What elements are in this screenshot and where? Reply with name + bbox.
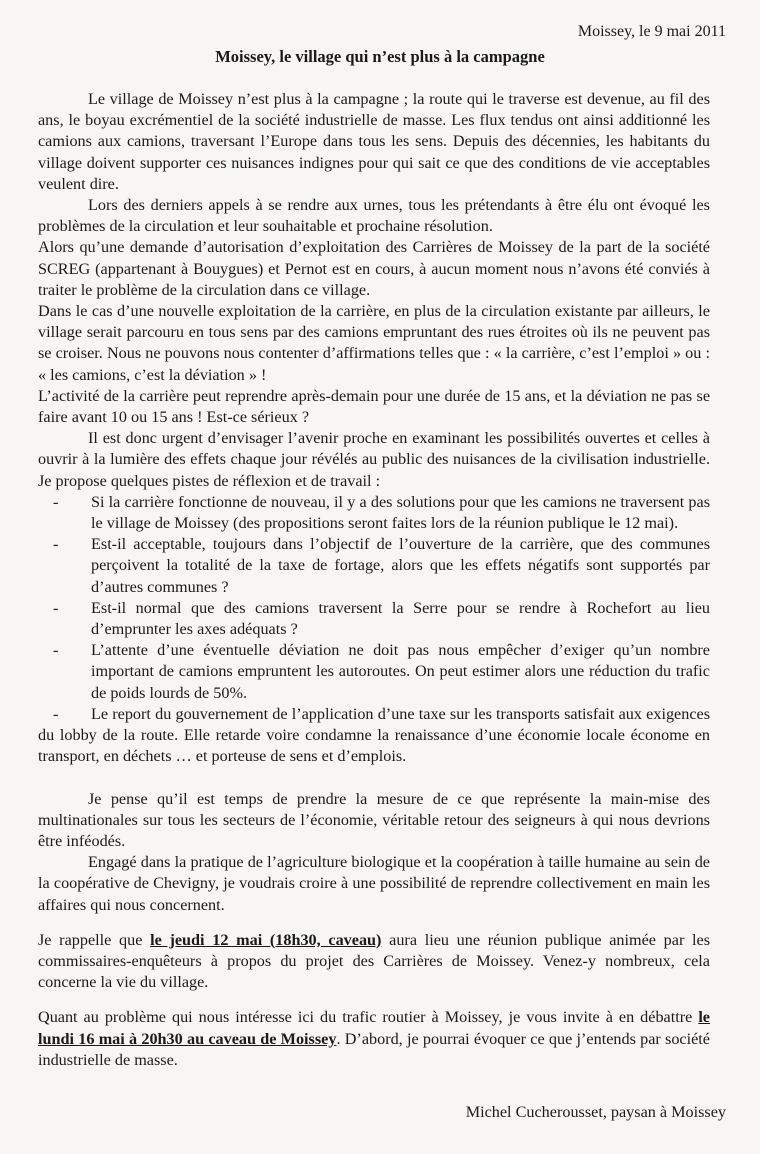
paragraph-multinationals: Je pense qu’il est temps de prendre la mesure de ce que représente la main-mise des multinationales sur tous les secteurs de l’économie, véritable retour des seigneurs à qui nous devrions être inféodés.	[38, 789, 710, 850]
paragraph-meeting: Je rappelle que le jeudi 12 mai (18h30, caveau) aura lieu une réunion publique animée par les commissaires-enquêteurs à propos du projet des Carrières de Moissey. Venez-y nombreux, cela concerne la vie du village.	[38, 930, 711, 992]
list-item: Est-il normal que des camions traversent la Serre pour se rendre à Rochefort au lieu d’emprunter les axes adéquats ?	[91, 598, 710, 639]
list-item: L’attente d’une éventuelle déviation ne doit pas nous empêcher d’exiger qu’un nombre important de camions empruntent les autoroutes. On peut estimer alors une réduction du trafic de poids lourds de 50%.	[91, 641, 710, 702]
proposal-list	[38, 492, 710, 768]
list-item: Est-il acceptable, toujours dans l’objectif de l’ouverture de la carrière, que des communes perçoivent la totalité de la taxe de fortage, alors que les effets négatifs sont supportés par d’autres communes ?	[91, 535, 710, 596]
debate-date: le lundi 16 mai à 20h30 au caveau de Moissey	[38, 1008, 710, 1048]
meeting-date: le jeudi 12 mai (18h30, caveau)	[150, 930, 382, 949]
paragraph-debate: Quant au problème qui nous intéresse ici du trafic routier à Moissey, je vous invite à en débattre le lundi 16 mai à 20h30 au caveau de Moissey. D’abord, je pourrai évoquer ce que j’entends par société industrielle de masse.	[38, 1008, 710, 1069]
paragraph-new-exploitation: Dans le cas d’une nouvelle exploitation de la carrière, en plus de la circulation existante par ailleurs, le village serait parcouru en tous sens par des camions empruntant des rues étroites où ils ne peuvent pas se croiser. Nous ne pouvons nous contenter d’affirmations telles que : « la carrière, c’est l’emploi » ou : « les camions, c’est la déviation » !	[38, 302, 710, 384]
paragraph-agriculture: Engagé dans la pratique de l’agriculture biologique et la coopération à taille humaine au sein de la coopérative de Chevigny, je voudrais croire à une possibilité de reprendre collectivement en main les affaires qui nous concernent.	[38, 853, 710, 914]
list-item: Le report du gouvernement de l’application d’une taxe sur les transports satisfait aux exigences du lobby de la route. Elle retarde voire condamne la renaissance d’une économie locale économe en transport, en déchets … et porteuse de sens et d’emplois.	[38, 704, 710, 766]
signature: Michel Cucherousset, paysan à Moissey	[465, 1103, 726, 1121]
paragraph-quarry-request: Alors qu’une demande d’autorisation d’exploitation des Carrières de Moissey de la part de la société SCREG (appartenant à Bouygues) et Pernot est en cours, à aucun moment nous n’avons été conviés à traiter le problème de la circulation dans ce village.	[38, 238, 710, 299]
paragraph-duration: L’activité de la carrière peut reprendre après-demain pour une durée de 15 ans, et la déviation ne pas se faire avant 10 ou 15 ans ! Est-ce sérieux ?	[38, 386, 710, 427]
paragraph-proposals: Il est donc urgent d’envisager l’avenir proche en examinant les possibilités ouvertes et celles à ouvrir à la lumière des effets chaque jour révélés au public des nuisances de la civilisation industrielle. Je propose quelques pistes de réflexion et de travail :	[38, 429, 710, 490]
list-item: Si la carrière fonctionne de nouveau, il y a des solutions pour que les camions ne traversent pas le village de Moissey (des propositions seront faites lors de la réunion publique le 12 mai).	[91, 492, 710, 533]
letter-body	[38, 89, 710, 1071]
letter-title: Moissey, le village qui n’est plus à la campagne	[215, 47, 545, 66]
paragraph-elections: Lors des derniers appels à se rendre aux urnes, tous les prétendants à être élu ont évoqué les problèmes de la circulation et leur souhaitable et prochaine résolution.	[38, 196, 710, 236]
paragraph-intro: Le village de Moissey n’est plus à la campagne ; la route qui le traverse est devenue, au fil des ans, le boyau excrémentiel de la société industrielle de masse. Les flux tendus ont ainsi additionné les camions aux camions, traversant l’Europe dans tous les sens. Depuis des décennies, les habitants du village doivent supporter ces nuisances indignes pour qui sait ce que des conditions de vie acceptables veulent dire.	[38, 90, 710, 193]
dateline: Moissey, le 9 mai 2011	[577, 23, 726, 40]
